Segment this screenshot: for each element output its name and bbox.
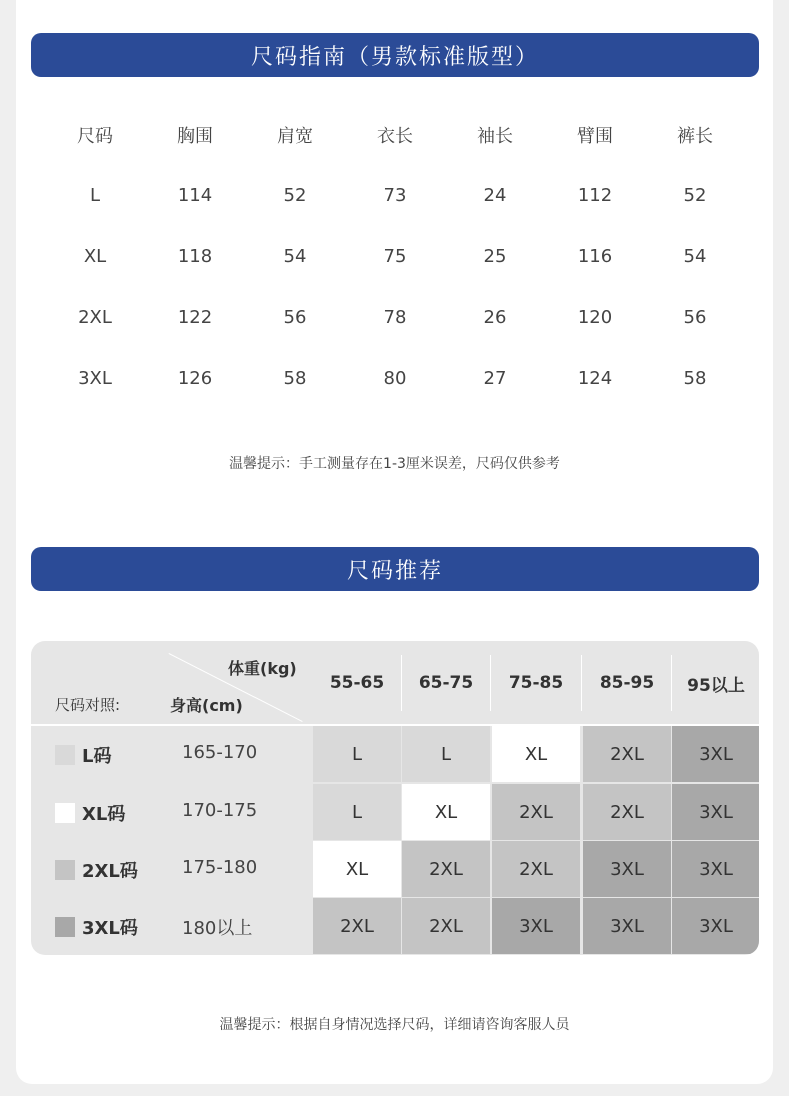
recommend-row — [31, 784, 759, 840]
size-recommend-banner — [31, 547, 759, 591]
table-cell: 124 — [577, 368, 613, 389]
header-cell: 肩宽 — [277, 125, 313, 147]
table-cell: 27 — [483, 368, 507, 389]
table-cell: 80 — [383, 368, 407, 389]
recommend-cell: 2XL — [583, 726, 671, 782]
size-recommend-table — [31, 641, 759, 955]
recommend-header — [31, 641, 759, 725]
header-cell: 胸围 — [177, 125, 213, 147]
table-cell: 122 — [177, 307, 213, 328]
table-cell: 75 — [383, 246, 407, 267]
table-cell: 52 — [283, 185, 307, 206]
weight-header: 75-85 — [508, 673, 564, 693]
recommend-tip: 温馨提示：根据自身情况选择尺码，详细请咨询客服人员 — [219, 1017, 570, 1033]
table-cell: 78 — [383, 307, 407, 328]
table-cell: 24 — [483, 185, 507, 206]
weight-header: 85-95 — [599, 673, 655, 693]
size-swatch — [55, 803, 75, 823]
measurement-tip: 温馨提示：手工测量存在1-3厘米误差，尺码仅供参考 — [229, 456, 560, 472]
size-guide-title: 尺码指南（男款标准版型） — [250, 44, 539, 70]
header-cell: 袖长 — [477, 125, 513, 147]
table-cell: 25 — [483, 246, 507, 267]
size-compare-label: 尺码对照: — [55, 696, 121, 714]
recommend-cell: 2XL — [402, 841, 490, 897]
table-cell: 52 — [683, 185, 707, 206]
table-cell: XL — [83, 246, 107, 267]
recommend-cell: 2XL — [313, 898, 401, 954]
table-cell: 56 — [283, 307, 307, 328]
size-name: 2XL码 — [82, 861, 138, 882]
header-cell: 臂围 — [577, 125, 613, 147]
recommend-row — [31, 726, 759, 782]
weight-header: 65-75 — [418, 673, 474, 693]
table-header-row — [45, 104, 745, 165]
recommend-cell: 3XL — [583, 841, 671, 897]
table-cell: 116 — [577, 246, 613, 267]
table-cell: 54 — [683, 246, 707, 267]
table-cell: 73 — [383, 185, 407, 206]
recommend-cell: 3XL — [672, 726, 759, 782]
recommend-cell: L — [313, 726, 401, 782]
column-divider — [490, 655, 491, 711]
column-divider — [581, 655, 582, 711]
recommend-cell: XL — [313, 841, 401, 897]
height-range: 165-170 — [182, 742, 258, 763]
table-cell: 2XL — [78, 307, 112, 328]
recommend-cell: 2XL — [492, 841, 580, 897]
table-cell: 114 — [177, 185, 213, 206]
recommend-cell: XL — [492, 726, 580, 782]
table-cell: 126 — [177, 368, 213, 389]
header-cell: 衣长 — [377, 125, 413, 147]
size-guide-table — [45, 104, 745, 409]
height-range: 170-175 — [182, 800, 258, 821]
height-range: 175-180 — [182, 857, 258, 878]
height-axis-label: 身高(cm) — [170, 696, 243, 715]
size-recommend-title: 尺码推荐 — [346, 558, 443, 584]
table-cell: 56 — [683, 307, 707, 328]
recommend-cell: XL — [402, 784, 490, 840]
size-swatch — [55, 860, 75, 880]
weight-header: 95以上 — [687, 675, 745, 696]
recommend-cell: L — [313, 784, 401, 840]
size-swatch — [55, 917, 75, 937]
table-cell: 58 — [283, 368, 307, 389]
size-name: XL码 — [82, 804, 126, 825]
weight-axis-label: 体重(kg) — [228, 659, 297, 678]
table-cell: 3XL — [78, 368, 112, 389]
size-guide-banner — [31, 33, 759, 77]
recommend-row — [31, 898, 759, 954]
table-row — [45, 226, 745, 287]
table-cell: L — [89, 185, 101, 206]
table-cell: 120 — [577, 307, 613, 328]
recommend-cell: 3XL — [672, 841, 759, 897]
table-cell: 26 — [483, 307, 507, 328]
table-cell: 54 — [283, 246, 307, 267]
table-row — [45, 287, 745, 348]
recommend-cell: 2XL — [402, 898, 490, 954]
recommend-cell: 3XL — [672, 898, 759, 954]
recommend-cell: 3XL — [492, 898, 580, 954]
table-row — [45, 165, 745, 226]
size-name: L码 — [82, 746, 112, 767]
recommend-cell: 2XL — [583, 784, 671, 840]
recommend-cell: 3XL — [672, 784, 759, 840]
weight-header: 55-65 — [329, 673, 385, 693]
header-cell: 裤长 — [677, 125, 713, 147]
table-cell: 112 — [577, 185, 613, 206]
table-cell: 58 — [683, 368, 707, 389]
size-name: 3XL码 — [82, 918, 138, 939]
recommend-cell: L — [402, 726, 490, 782]
size-swatch — [55, 745, 75, 765]
recommend-cell: 3XL — [583, 898, 671, 954]
height-range: 180以上 — [182, 918, 253, 939]
table-cell: 118 — [177, 246, 213, 267]
table-row — [45, 348, 745, 409]
header-cell: 尺码 — [77, 125, 113, 147]
recommend-cell: 2XL — [492, 784, 580, 840]
recommend-row — [31, 841, 759, 897]
